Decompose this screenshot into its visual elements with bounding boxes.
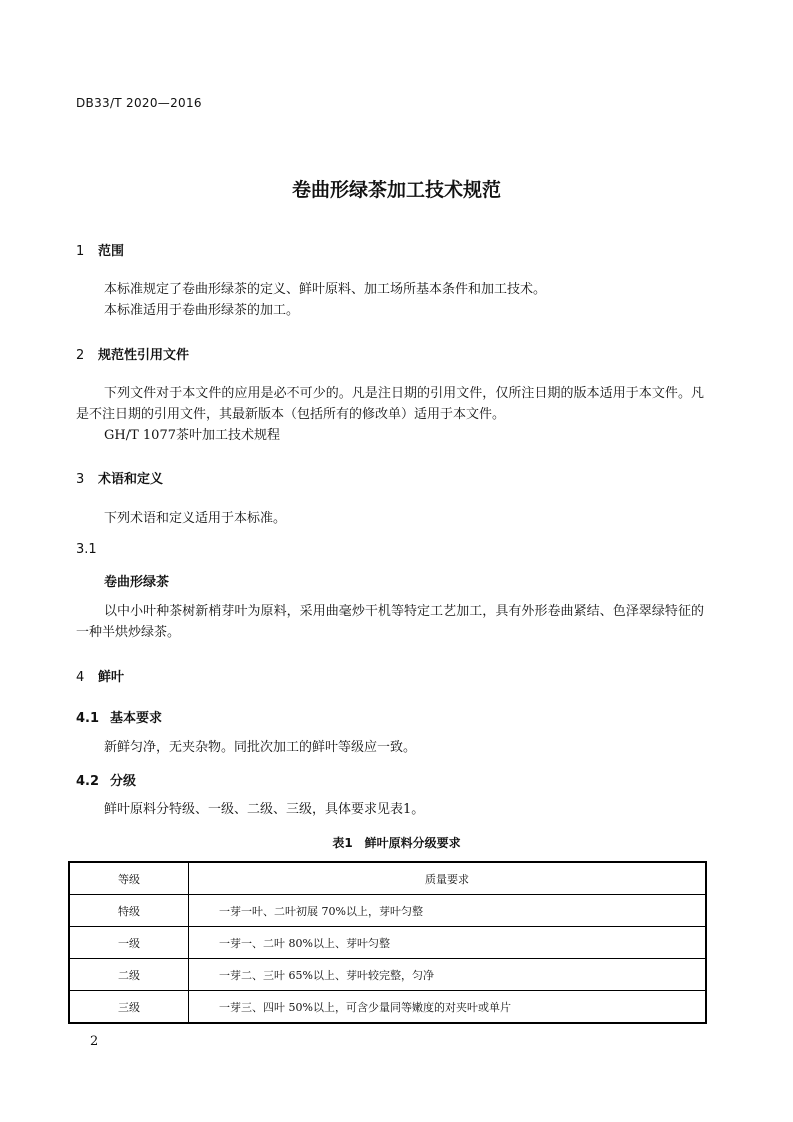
section-2-paragraph: 下列文件对于本文件的应用是必不可少的。凡是注日期的引用文件，仅所注日期的版本适用于本文件。凡是不注日期的引用文件，其最新版本（包括所有的修改单）适用于本文件。 (76, 386, 704, 422)
requirement-cell: 一芽一叶、二叶初展 70%以上，芽叶匀整 (189, 895, 707, 927)
column-header-quality: 质量要求 (189, 862, 707, 895)
requirement-cell: 一芽二、三叶 65%以上、芽叶较完整，匀净 (189, 959, 707, 991)
section-4-2-title: 分级 (110, 774, 137, 789)
section-1-title: 范围 (98, 244, 125, 259)
table-row (69, 927, 706, 959)
table-row (69, 895, 706, 927)
document-title: 卷曲形绿茶加工技术规范 (291, 179, 501, 201)
section-4-2-heading (76, 770, 136, 789)
requirement-cell: 一芽三、四叶 50%以上，可含少量同等嫩度的对夹叶或单片 (189, 991, 707, 1024)
section-3-number: 3 (76, 472, 85, 487)
term-name: 卷曲形绿茶 (104, 575, 170, 590)
section-2-number: 2 (76, 348, 85, 363)
grade-cell: 特级 (69, 895, 189, 927)
section-4-heading (76, 666, 124, 685)
section-1-heading (76, 240, 124, 259)
section-1-paragraph-2: 本标准适用于卷曲形绿茶的加工。 (104, 303, 300, 318)
grade-cell: 二级 (69, 959, 189, 991)
section-4-2-paragraph: 鲜叶原料分特级、一级、二级、三级，具体要求见表1。 (104, 802, 425, 817)
standard-code-header: DB33/T 2020—2016 (76, 96, 202, 110)
page-number: 2 (90, 1034, 99, 1049)
table-row (69, 991, 706, 1024)
column-header-grade: 等级 (69, 862, 189, 895)
section-2-heading (76, 344, 189, 363)
section-4-1-number: 4.1 (76, 711, 100, 726)
table-header-row (69, 862, 706, 895)
section-4-1-heading (76, 707, 162, 726)
requirement-cell: 一芽一、二叶 80%以上、芽叶匀整 (189, 927, 707, 959)
section-4-2-number: 4.2 (76, 774, 100, 789)
section-4-title: 鲜叶 (98, 670, 125, 685)
table-row (69, 959, 706, 991)
term-definition: 以中小叶种茶树新梢芽叶为原料，采用曲毫炒干机等特定工艺加工，具有外形卷曲紧结、色泽翠绿特征的一种半烘炒绿茶。 (76, 604, 704, 640)
grade-cell: 一级 (69, 927, 189, 959)
section-2-title: 规范性引用文件 (98, 348, 190, 363)
section-4-number: 4 (76, 670, 85, 685)
grading-table (68, 861, 707, 1024)
section-4-1-title: 基本要求 (110, 711, 163, 726)
section-3-heading (76, 468, 163, 487)
table-caption: 表1 鲜叶原料分级要求 (332, 836, 461, 850)
section-1-paragraph-1: 本标准规定了卷曲形绿茶的定义、鲜叶原料、加工场所基本条件和加工技术。 (104, 282, 547, 297)
grade-cell: 三级 (69, 991, 189, 1024)
section-3-paragraph: 下列术语和定义适用于本标准。 (104, 511, 287, 526)
normative-reference: GH/T 1077茶叶加工技术规程 (104, 428, 280, 443)
section-3-title: 术语和定义 (98, 472, 164, 487)
section-4-1-paragraph: 新鲜匀净，无夹杂物。同批次加工的鲜叶等级应一致。 (104, 740, 417, 755)
section-3-1-number: 3.1 (76, 542, 97, 557)
section-1-number: 1 (76, 244, 85, 259)
